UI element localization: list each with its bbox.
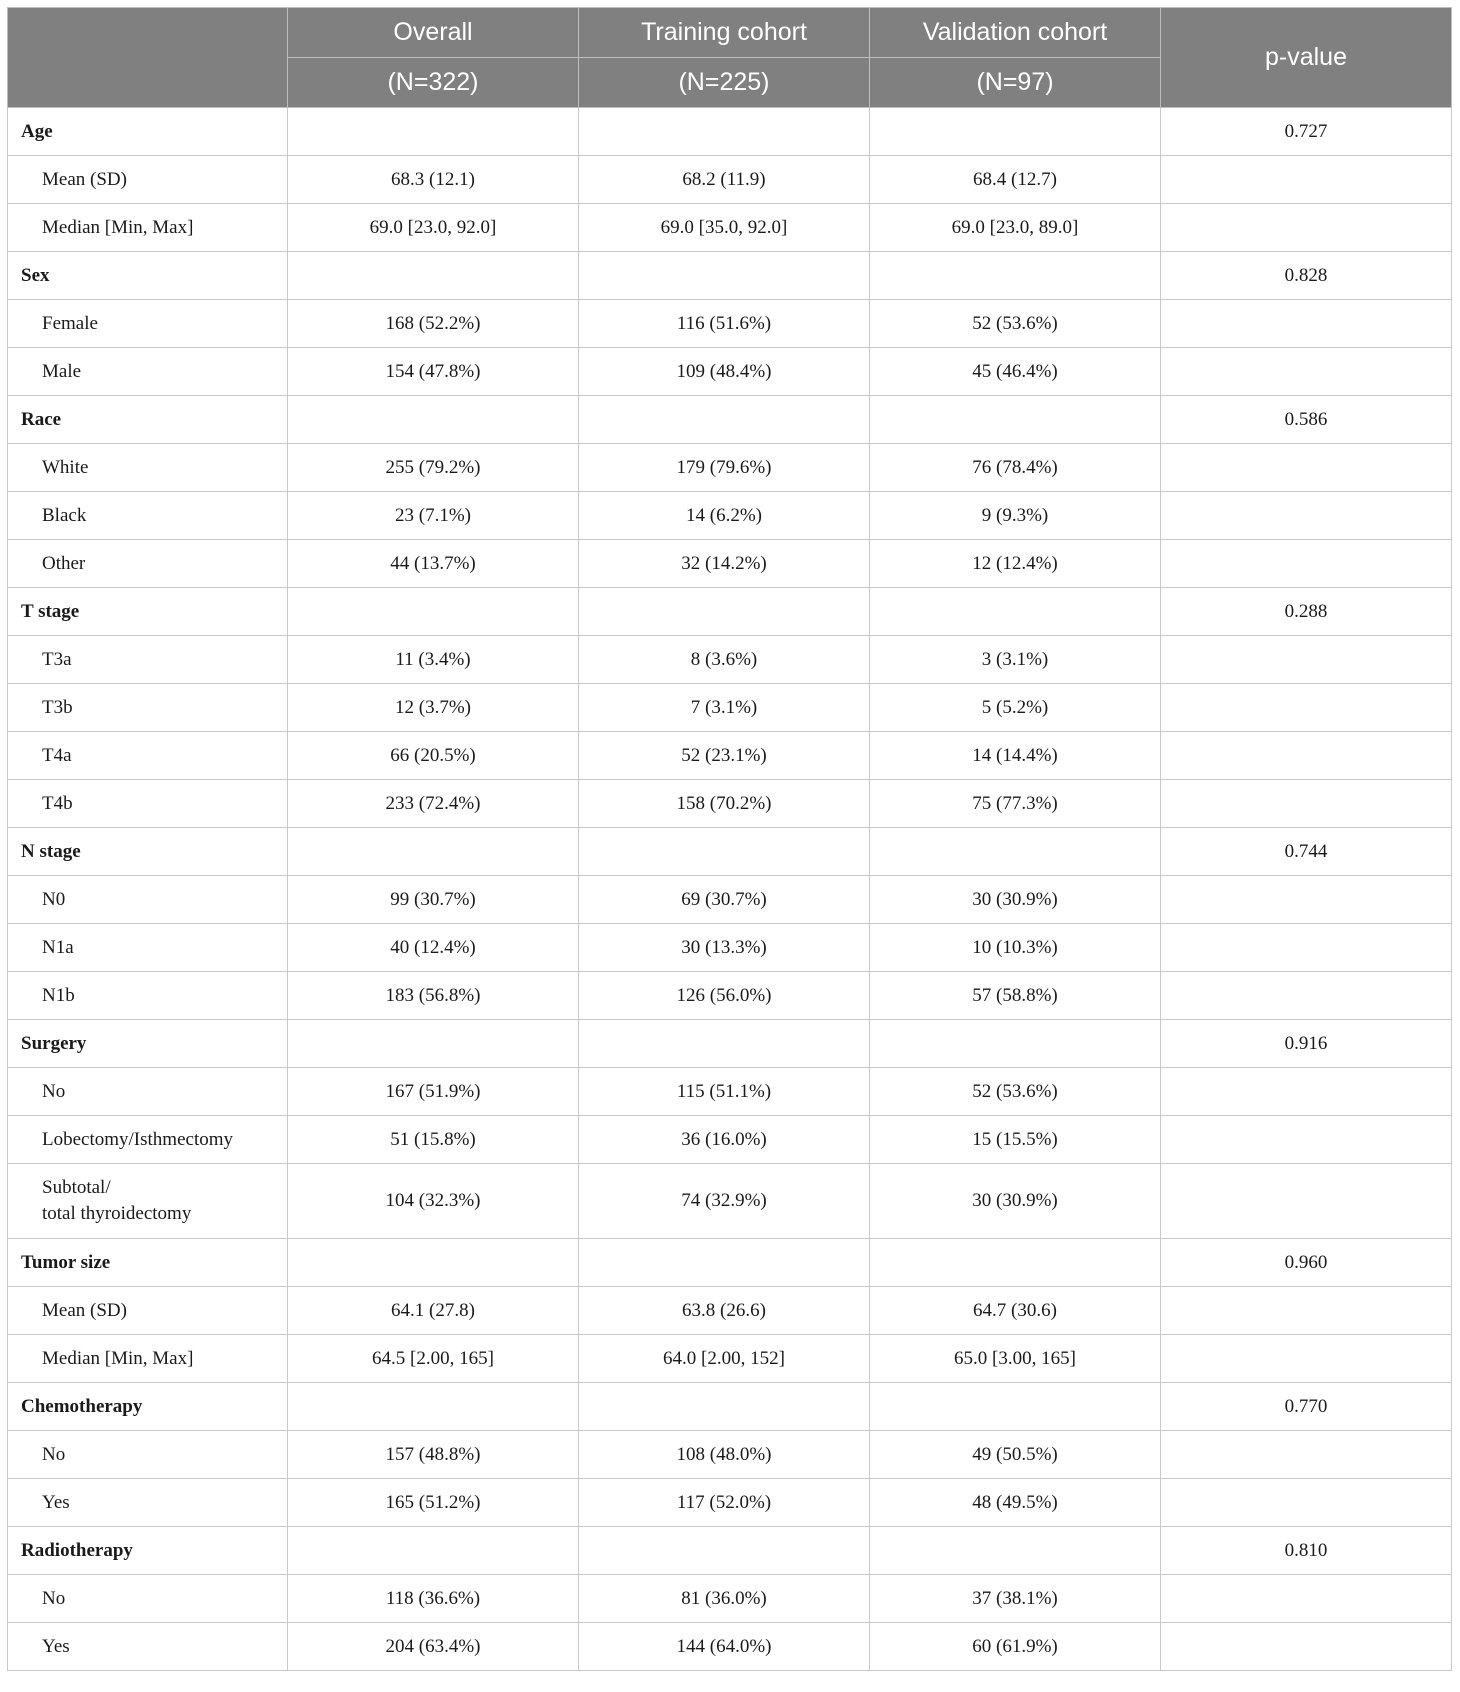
cell-overall: 99 (30.7%) [288,876,579,924]
table-row [8,492,1452,540]
row-label: T3b [8,684,288,732]
cell-overall: 118 (36.6%) [288,1575,579,1623]
cell-overall: 23 (7.1%) [288,492,579,540]
row-label: Female [8,300,288,348]
table-row [8,1575,1452,1623]
cell-pvalue [1161,156,1452,204]
table-row [8,1431,1452,1479]
cell-validation [870,108,1161,156]
cell-validation: 30 (30.9%) [870,1164,1161,1239]
cell-overall: 204 (63.4%) [288,1623,579,1671]
table-row [8,1116,1452,1164]
cell-training [579,1239,870,1287]
group-row [8,588,1452,636]
cell-pvalue [1161,780,1452,828]
cell-training: 69.0 [35.0, 92.0] [579,204,870,252]
cell-pvalue: 0.288 [1161,588,1452,636]
group-label: Tumor size [8,1239,288,1287]
cell-overall [288,1527,579,1575]
cell-pvalue [1161,492,1452,540]
row-label: Lobectomy/Isthmectomy [8,1116,288,1164]
group-row [8,108,1452,156]
cell-overall: 64.1 (27.8) [288,1287,579,1335]
cell-validation: 12 (12.4%) [870,540,1161,588]
cell-validation [870,828,1161,876]
cell-training: 115 (51.1%) [579,1068,870,1116]
cell-validation: 75 (77.3%) [870,780,1161,828]
table-row [8,300,1452,348]
row-label: White [8,444,288,492]
table-row [8,876,1452,924]
cell-pvalue [1161,1068,1452,1116]
header-training-title: Training cohort [579,8,870,58]
cell-training [579,1020,870,1068]
cell-validation [870,588,1161,636]
table-row [8,924,1452,972]
table-row [8,204,1452,252]
cell-training: 14 (6.2%) [579,492,870,540]
cell-training: 74 (32.9%) [579,1164,870,1239]
cell-training: 64.0 [2.00, 152] [579,1335,870,1383]
cell-overall [288,828,579,876]
cell-overall: 233 (72.4%) [288,780,579,828]
cell-pvalue [1161,636,1452,684]
cell-pvalue [1161,1335,1452,1383]
row-label: Male [8,348,288,396]
row-label: Mean (SD) [8,1287,288,1335]
cell-overall: 44 (13.7%) [288,540,579,588]
cell-pvalue [1161,924,1452,972]
cell-pvalue [1161,540,1452,588]
row-label: Other [8,540,288,588]
cell-validation: 15 (15.5%) [870,1116,1161,1164]
cell-overall: 255 (79.2%) [288,444,579,492]
cell-overall: 11 (3.4%) [288,636,579,684]
header-blank-cell [8,8,288,108]
cell-pvalue: 0.916 [1161,1020,1452,1068]
cell-pvalue [1161,1479,1452,1527]
cell-validation: 68.4 (12.7) [870,156,1161,204]
cell-overall: 183 (56.8%) [288,972,579,1020]
cell-pvalue [1161,1164,1452,1239]
header-training-n: (N=225) [579,58,870,108]
row-label: Yes [8,1623,288,1671]
cell-training [579,828,870,876]
cell-validation: 14 (14.4%) [870,732,1161,780]
cell-pvalue [1161,444,1452,492]
cell-validation: 30 (30.9%) [870,876,1161,924]
cell-training [579,252,870,300]
cell-validation: 10 (10.3%) [870,924,1161,972]
row-label: N0 [8,876,288,924]
row-label: T4a [8,732,288,780]
cell-validation: 60 (61.9%) [870,1623,1161,1671]
cell-training: 179 (79.6%) [579,444,870,492]
cell-pvalue [1161,876,1452,924]
row-label-line1: Subtotal/ [42,1177,111,1198]
cell-pvalue: 0.810 [1161,1527,1452,1575]
cell-validation: 64.7 (30.6) [870,1287,1161,1335]
group-row [8,828,1452,876]
baseline-characteristics-table [7,7,1452,1671]
cell-overall: 64.5 [2.00, 165] [288,1335,579,1383]
cell-overall: 40 (12.4%) [288,924,579,972]
table-row [8,156,1452,204]
row-label: T3a [8,636,288,684]
cell-validation: 52 (53.6%) [870,1068,1161,1116]
cell-training [579,396,870,444]
cell-pvalue: 0.727 [1161,108,1452,156]
group-label: Race [8,396,288,444]
cell-overall: 154 (47.8%) [288,348,579,396]
table-row [8,1287,1452,1335]
row-label: N1a [8,924,288,972]
table-row [8,1335,1452,1383]
cell-overall [288,252,579,300]
cell-training: 63.8 (26.6) [579,1287,870,1335]
table-row [8,780,1452,828]
cell-overall: 51 (15.8%) [288,1116,579,1164]
group-row [8,1383,1452,1431]
cell-validation [870,396,1161,444]
cell-training: 32 (14.2%) [579,540,870,588]
table-row [8,540,1452,588]
table-body [8,108,1452,1671]
cell-validation [870,1527,1161,1575]
cell-training [579,588,870,636]
table-header [8,8,1452,108]
cell-pvalue [1161,684,1452,732]
cell-overall: 69.0 [23.0, 92.0] [288,204,579,252]
table-row [8,1479,1452,1527]
cell-validation: 52 (53.6%) [870,300,1161,348]
cell-overall: 168 (52.2%) [288,300,579,348]
header-pvalue: p-value [1161,8,1452,108]
row-label: No [8,1575,288,1623]
table-row [8,732,1452,780]
cell-overall [288,108,579,156]
cell-overall: 167 (51.9%) [288,1068,579,1116]
cell-pvalue: 0.960 [1161,1239,1452,1287]
row-label: Black [8,492,288,540]
cell-pvalue: 0.770 [1161,1383,1452,1431]
cell-validation: 5 (5.2%) [870,684,1161,732]
row-label: No [8,1431,288,1479]
cell-training: 68.2 (11.9) [579,156,870,204]
cell-validation: 65.0 [3.00, 165] [870,1335,1161,1383]
row-label [8,1164,288,1239]
cell-validation [870,1239,1161,1287]
cell-overall [288,396,579,444]
table-row [8,348,1452,396]
cell-training [579,1383,870,1431]
cell-validation [870,252,1161,300]
cell-training: 117 (52.0%) [579,1479,870,1527]
group-label: Sex [8,252,288,300]
cell-pvalue [1161,348,1452,396]
group-row [8,396,1452,444]
group-row [8,1527,1452,1575]
row-label: N1b [8,972,288,1020]
cell-overall [288,588,579,636]
group-label: Age [8,108,288,156]
header-validation-n: (N=97) [870,58,1161,108]
cell-pvalue [1161,972,1452,1020]
cell-pvalue [1161,732,1452,780]
cell-overall: 157 (48.8%) [288,1431,579,1479]
cell-training: 30 (13.3%) [579,924,870,972]
cell-pvalue: 0.586 [1161,396,1452,444]
cell-validation: 69.0 [23.0, 89.0] [870,204,1161,252]
table-row [8,972,1452,1020]
cell-overall: 165 (51.2%) [288,1479,579,1527]
cell-training: 81 (36.0%) [579,1575,870,1623]
cell-pvalue [1161,1287,1452,1335]
cell-pvalue [1161,1623,1452,1671]
row-label: Median [Min, Max] [8,1335,288,1383]
cell-validation: 49 (50.5%) [870,1431,1161,1479]
group-label: T stage [8,588,288,636]
cell-training: 69 (30.7%) [579,876,870,924]
table-row [8,1623,1452,1671]
table-row [8,444,1452,492]
header-validation-title: Validation cohort [870,8,1161,58]
row-label: Median [Min, Max] [8,204,288,252]
cell-overall: 68.3 (12.1) [288,156,579,204]
row-label-line2: total thyroidectomy [42,1203,192,1224]
cell-validation: 3 (3.1%) [870,636,1161,684]
cell-training: 158 (70.2%) [579,780,870,828]
table-row [8,684,1452,732]
group-row [8,1239,1452,1287]
cell-training: 36 (16.0%) [579,1116,870,1164]
cell-overall: 66 (20.5%) [288,732,579,780]
cell-validation: 45 (46.4%) [870,348,1161,396]
cell-validation [870,1383,1161,1431]
row-label: No [8,1068,288,1116]
cell-overall: 12 (3.7%) [288,684,579,732]
row-label: Mean (SD) [8,156,288,204]
cell-training [579,108,870,156]
cell-training: 109 (48.4%) [579,348,870,396]
group-label: Radiotherapy [8,1527,288,1575]
group-label: Surgery [8,1020,288,1068]
group-label: N stage [8,828,288,876]
cell-training: 7 (3.1%) [579,684,870,732]
header-overall-n: (N=322) [288,58,579,108]
row-label: Yes [8,1479,288,1527]
cell-training: 126 (56.0%) [579,972,870,1020]
cell-validation: 76 (78.4%) [870,444,1161,492]
cell-training: 8 (3.6%) [579,636,870,684]
table-row [8,1164,1452,1239]
header-overall-title: Overall [288,8,579,58]
group-row [8,1020,1452,1068]
cell-overall [288,1020,579,1068]
group-label: Chemotherapy [8,1383,288,1431]
cell-pvalue [1161,1431,1452,1479]
cell-pvalue [1161,300,1452,348]
cell-overall [288,1383,579,1431]
cell-validation: 48 (49.5%) [870,1479,1161,1527]
cell-training: 116 (51.6%) [579,300,870,348]
cell-training [579,1527,870,1575]
cell-training: 108 (48.0%) [579,1431,870,1479]
cell-validation: 57 (58.8%) [870,972,1161,1020]
cell-pvalue [1161,1116,1452,1164]
cell-training: 144 (64.0%) [579,1623,870,1671]
cell-pvalue: 0.828 [1161,252,1452,300]
table-row [8,1068,1452,1116]
cell-pvalue [1161,1575,1452,1623]
table-row [8,636,1452,684]
cell-overall [288,1239,579,1287]
cell-validation: 9 (9.3%) [870,492,1161,540]
row-label: T4b [8,780,288,828]
cell-pvalue [1161,204,1452,252]
cell-validation: 37 (38.1%) [870,1575,1161,1623]
cell-training: 52 (23.1%) [579,732,870,780]
cell-pvalue: 0.744 [1161,828,1452,876]
group-row [8,252,1452,300]
cell-validation [870,1020,1161,1068]
cell-overall: 104 (32.3%) [288,1164,579,1239]
